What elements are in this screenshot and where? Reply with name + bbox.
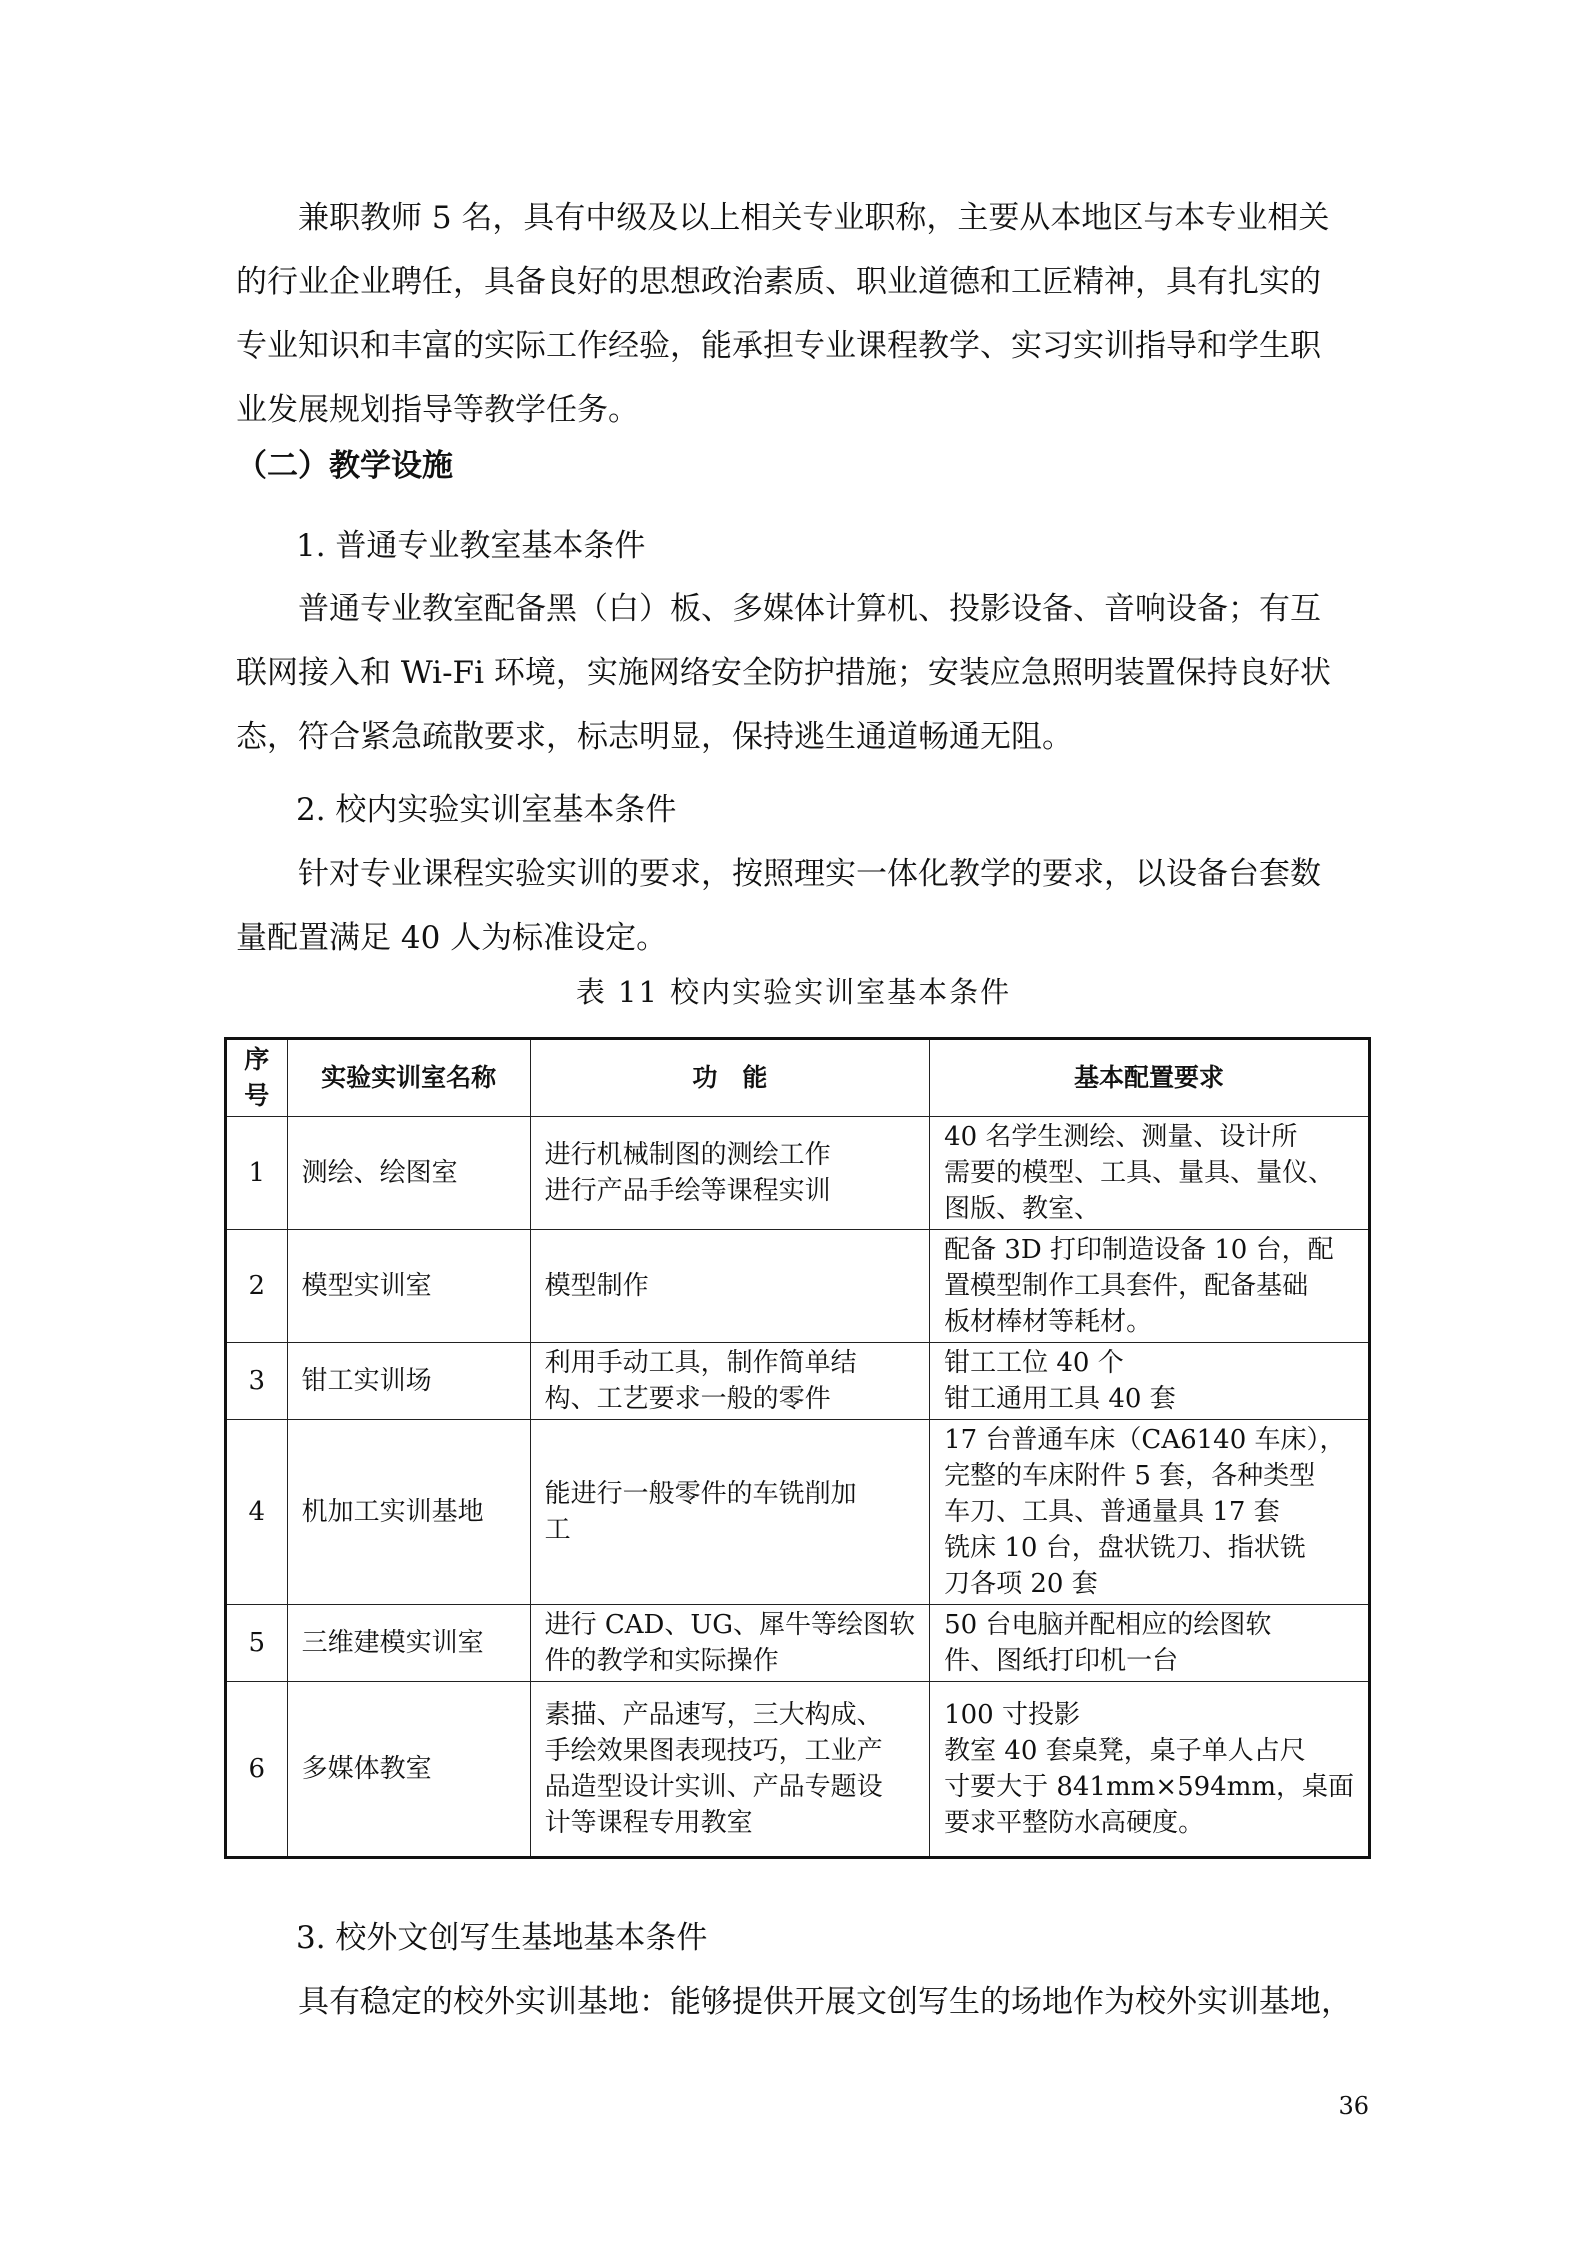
subsection-1-title: 1. 普通专业教室基本条件 — [296, 528, 646, 564]
lab-name: 机加工实训基地 — [287, 1420, 530, 1605]
row-index: 3 — [226, 1343, 288, 1420]
row-index: 6 — [226, 1682, 288, 1858]
lab-name: 模型实训室 — [287, 1230, 530, 1343]
subsection-1-paragraph — [236, 577, 1356, 769]
subsection-2-paragraph — [236, 842, 1356, 970]
text-line: 量配置满足 40 人为标准设定。 — [236, 920, 668, 956]
row-index: 5 — [226, 1605, 288, 1682]
table-caption: 表 11 校内实验实训室基本条件 — [575, 975, 1012, 1009]
lab-conditions-table — [224, 1037, 1371, 1859]
header-index: 序号 — [226, 1039, 288, 1117]
lab-requirements: 配备 3D 打印制造设备 10 台，配 置模型制作工具套件，配备基础 板材棒材等耗材。 — [930, 1230, 1370, 1343]
subsection-3-paragraph — [236, 1970, 1356, 2034]
lab-name: 测绘、绘图室 — [287, 1117, 530, 1230]
lab-function: 利用手动工具，制作简单结 构、工艺要求一般的零件 — [530, 1343, 929, 1420]
header-function: 功 能 — [530, 1039, 929, 1117]
text-line: 业发展规划指导等教学任务。 — [236, 392, 639, 428]
lab-function: 进行机械制图的测绘工作 进行产品手绘等课程实训 — [530, 1117, 929, 1230]
lab-requirements: 100 寸投影 教室 40 套桌凳，桌子单人占尺 寸要大于 841mm×594mm，桌面 要求平整防水高硬度。 — [930, 1682, 1370, 1858]
lab-function: 素描、产品速写，三大构成、 手绘效果图表现技巧，工业产 品造型设计实训、产品专题设 计等课程专用教室 — [530, 1682, 929, 1858]
table-row — [226, 1605, 1370, 1682]
table-row — [226, 1230, 1370, 1343]
table-row — [226, 1117, 1370, 1230]
lab-name: 多媒体教室 — [287, 1682, 530, 1858]
page-number: 36 — [1338, 2092, 1369, 2120]
row-index: 4 — [226, 1420, 288, 1605]
subsection-2-title: 2. 校内实验实训室基本条件 — [296, 792, 677, 828]
text-line: 联网接入和 Wi-Fi 环境，实施网络安全防护措施；安装应急照明装置保持良好状 — [236, 655, 1331, 691]
text-line: 的行业企业聘任，具备良好的思想政治素质、职业道德和工匠精神，具有扎实的 — [236, 264, 1321, 300]
lab-function: 模型制作 — [530, 1230, 929, 1343]
header-lab-name: 实验实训室名称 — [287, 1039, 530, 1117]
text-line: 普通专业教室配备黑（白）板、多媒体计算机、投影设备、音响设备；有互 — [298, 591, 1321, 627]
table-header-row — [226, 1039, 1370, 1117]
row-index: 1 — [226, 1117, 288, 1230]
table-row — [226, 1343, 1370, 1420]
text-line: 兼职教师 5 名，具有中级及以上相关专业职称，主要从本地区与本专业相关 — [298, 200, 1330, 236]
lab-requirements: 40 名学生测绘、测量、设计所 需要的模型、工具、量具、量仪、 图版、教室、 — [930, 1117, 1370, 1230]
text-line: 具有稳定的校外实训基地：能够提供开展文创写生的场地作为校外实训基地， — [298, 1984, 1352, 2020]
section-heading: （二）教学设施 — [236, 448, 453, 484]
lab-requirements: 钳工工位 40 个 钳工通用工具 40 套 — [930, 1343, 1370, 1420]
table-row — [226, 1682, 1370, 1858]
text-line: 针对专业课程实验实训的要求，按照理实一体化教学的要求，以设备台套数 — [298, 856, 1321, 892]
table-row — [226, 1420, 1370, 1605]
text-line: 态，符合紧急疏散要求，标志明显，保持逃生通道畅通无阻。 — [236, 719, 1073, 755]
lab-requirements: 17 台普通车床（CA6140 车床）， 完整的车床附件 5 套，各种类型 车刀、工具、普通量具 17 套 铣床 10 台，盘状铣刀、指状铣 刀各项 20 套 — [930, 1420, 1370, 1605]
lab-requirements: 50 台电脑并配相应的绘图软 件、图纸打印机一台 — [930, 1605, 1370, 1682]
lab-name: 三维建模实训室 — [287, 1605, 530, 1682]
lab-function: 能进行一般零件的车铣削加 工 — [530, 1420, 929, 1605]
row-index: 2 — [226, 1230, 288, 1343]
text-line: 专业知识和丰富的实际工作经验，能承担专业课程教学、实习实训指导和学生职 — [236, 328, 1321, 364]
lab-name: 钳工实训场 — [287, 1343, 530, 1420]
subsection-3-title: 3. 校外文创写生基地基本条件 — [296, 1920, 708, 1956]
teacher-paragraph — [236, 186, 1356, 442]
lab-function: 进行 CAD、UG、犀牛等绘图软 件的教学和实际操作 — [530, 1605, 929, 1682]
header-requirements: 基本配置要求 — [930, 1039, 1370, 1117]
